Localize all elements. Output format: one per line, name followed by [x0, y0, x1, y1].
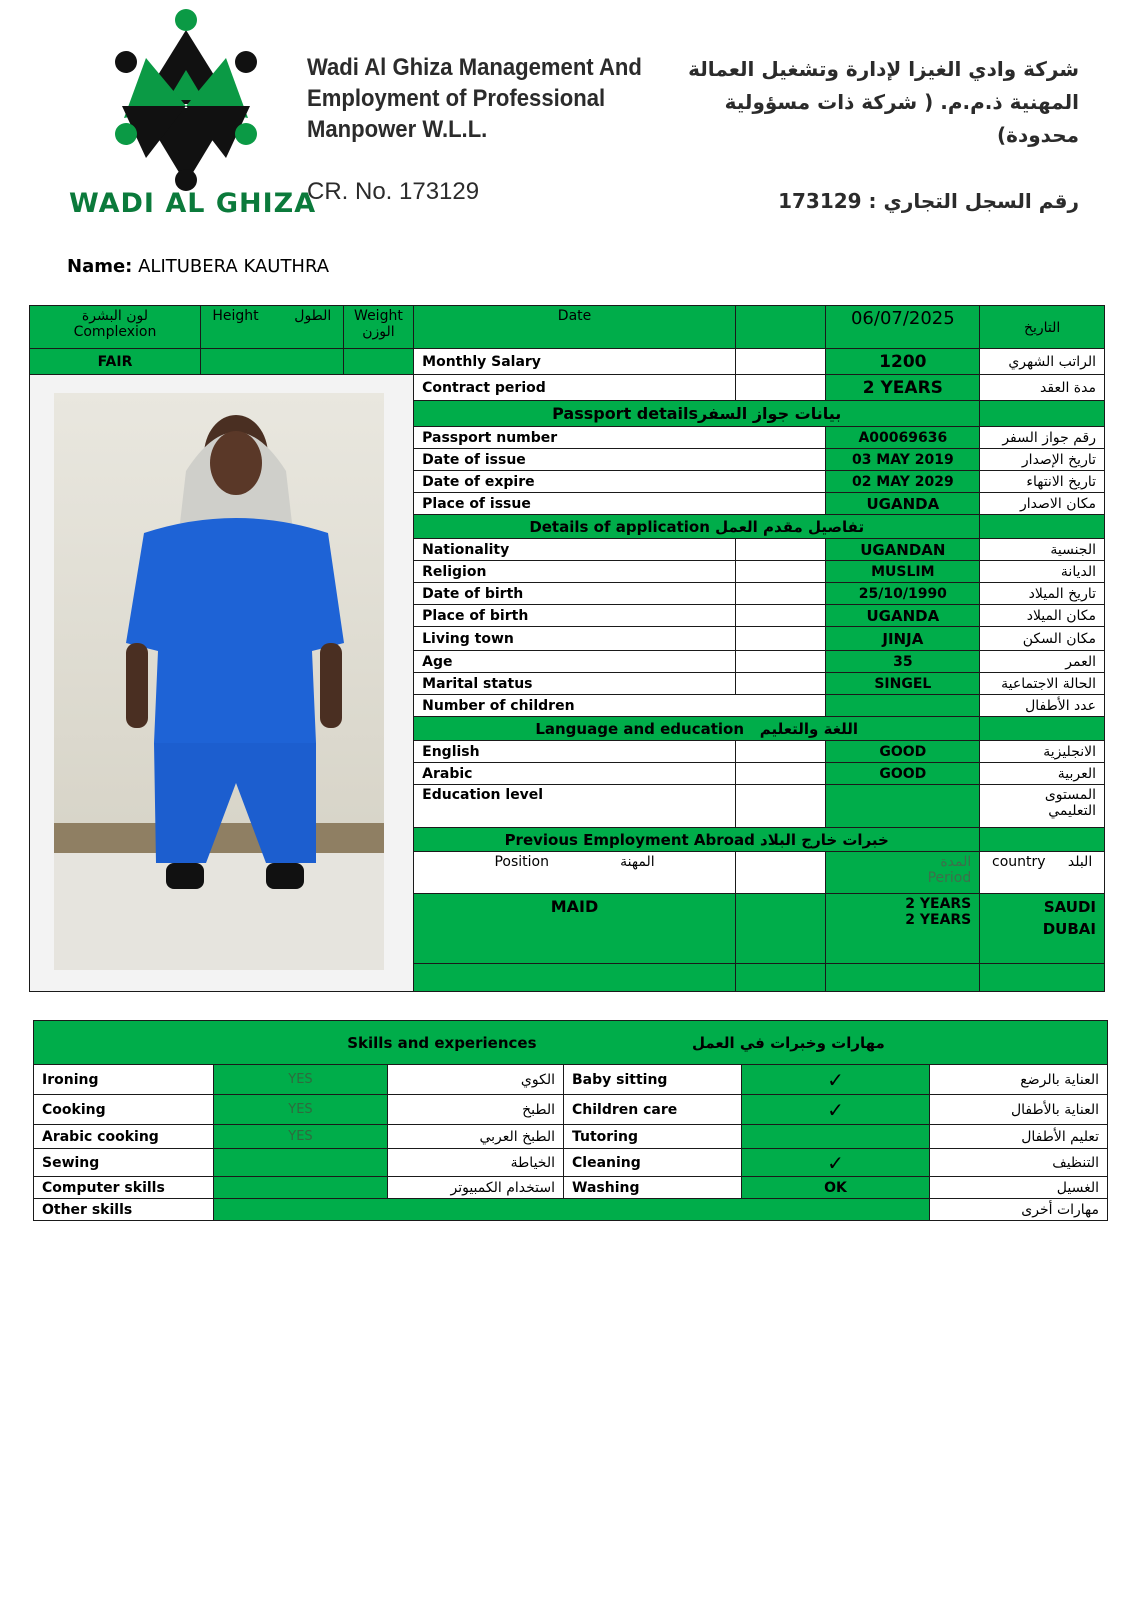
logo-star-icon — [106, 8, 266, 192]
complexion-label-en: Complexion — [73, 324, 157, 340]
blank-cell — [735, 673, 826, 695]
passport-section-title — [414, 401, 980, 427]
skill-computer-label: Computer skills — [34, 1177, 214, 1199]
weight-value — [343, 349, 413, 375]
candidate-name: ALITUBERA KAUTHRA — [138, 256, 330, 277]
logo-wordmark: WADI AL GHIZA — [69, 188, 317, 219]
skill-computer-label-ar: استخدام الكمبيوتر — [388, 1177, 564, 1199]
living-town-label-ar: مكان السكن — [980, 627, 1105, 651]
birth-date-label: Date of birth — [414, 583, 736, 605]
cr-number-en: CR. No. 173129 — [307, 178, 480, 205]
english-label: English — [414, 741, 736, 763]
skills-table — [33, 1020, 1108, 1221]
company-name-en-line: Manpower W.L.L. — [307, 116, 488, 143]
language-section-title — [414, 717, 980, 741]
passport-number-value: A00069636 — [826, 427, 980, 449]
issue-date-label-ar: تاريخ الإصدار — [980, 449, 1105, 471]
candidate-photo-illustration — [54, 393, 384, 970]
other-skills-label: Other skills — [34, 1199, 214, 1221]
passport-number-label: Passport number — [414, 427, 826, 449]
period-header — [826, 852, 980, 894]
complexion-header — [30, 306, 201, 349]
blank-cell — [826, 964, 980, 992]
education-label-ar-line: المستوى — [1044, 787, 1096, 803]
birth-date-value: 25/10/1990 — [826, 583, 980, 605]
blank-cell — [735, 627, 826, 651]
skill-arabic-cooking-label-ar: الطبخ العربي — [388, 1125, 564, 1149]
expire-date-label-ar: تاريخ الانتهاء — [980, 471, 1105, 493]
company-name-ar — [679, 53, 1079, 152]
company-name-en — [307, 52, 642, 145]
arabic-label-ar: العربية — [980, 763, 1105, 785]
other-skills-label-ar: مهارات أخرى — [930, 1199, 1108, 1221]
position-label-ar: المهنة — [620, 854, 655, 870]
language-title-en: Language and education — [535, 719, 745, 738]
skill-tutoring-value — [742, 1125, 930, 1149]
skill-ironing-label-ar: الكوي — [388, 1065, 564, 1095]
skill-sewing-label-ar: الخياطة — [388, 1149, 564, 1177]
skill-arabic-cooking-label: Arabic cooking — [34, 1125, 214, 1149]
complexion-label-ar: لون البشرة — [81, 308, 149, 324]
weight-label-ar: الوزن — [362, 324, 395, 340]
country-label-ar: البلد — [1067, 854, 1093, 870]
skill-baby-sitting-label-ar: العناية بالرضع — [930, 1065, 1108, 1095]
blank-cell — [735, 349, 826, 375]
issue-date-label: Date of issue — [414, 449, 826, 471]
employment-country-value: SAUDI — [1043, 898, 1096, 916]
skill-arabic-cooking-value: YES — [214, 1125, 388, 1149]
skill-baby-sitting-check-icon: ✓ — [742, 1065, 930, 1095]
passport-title-en: Passport details — [552, 404, 699, 423]
position-header — [414, 852, 736, 894]
employment-country-value: DUBAI — [1042, 920, 1096, 938]
period-label-en: Period — [927, 870, 972, 886]
blank-cell — [735, 651, 826, 673]
skill-ironing-label: Ironing — [34, 1065, 214, 1095]
employment-section-title — [414, 828, 980, 852]
skill-cooking-label-ar: الطبخ — [388, 1095, 564, 1125]
expire-date-value: 02 MAY 2029 — [826, 471, 980, 493]
skill-tutoring-label: Tutoring — [564, 1125, 742, 1149]
company-name-ar-line: محدودة) — [997, 123, 1079, 147]
blank-cell — [735, 605, 826, 627]
skill-cooking-label: Cooking — [34, 1095, 214, 1125]
skill-sewing-label: Sewing — [34, 1149, 214, 1177]
employment-title-ar: خبرات خارج البلاد — [760, 830, 889, 849]
contract-label: Contract period — [414, 375, 736, 401]
children-label-ar: عدد الأطفال — [980, 695, 1105, 717]
application-title-en: Details of application — [529, 517, 710, 536]
religion-label: Religion — [414, 561, 736, 583]
issue-place-label-ar: مكان الاصدار — [980, 493, 1105, 515]
employment-period-value: 2 YEARS — [905, 896, 972, 912]
age-label: Age — [414, 651, 736, 673]
contract-value: 2 YEARS — [826, 375, 980, 401]
age-label-ar: العمر — [980, 651, 1105, 673]
other-skills-value — [214, 1199, 930, 1221]
height-header — [200, 306, 343, 349]
height-value — [200, 349, 343, 375]
skill-washing-value: OK — [742, 1177, 930, 1199]
education-value — [826, 785, 980, 828]
contract-label-ar: مدة العقد — [980, 375, 1105, 401]
company-name-ar-line: المهنية ذ.م.م. ( شركة ذات مسؤولية — [724, 90, 1079, 114]
candidate-name-line — [67, 256, 329, 277]
blank-cell — [735, 561, 826, 583]
weight-header — [343, 306, 413, 349]
salary-label: Monthly Salary — [414, 349, 736, 375]
skill-washing-label: Washing — [564, 1177, 742, 1199]
weight-label-en: Weight — [354, 308, 403, 324]
birth-place-value: UGANDA — [826, 605, 980, 627]
skills-title-en: Skills and experiences — [347, 1033, 537, 1052]
company-name-en-line: Employment of Professional — [307, 85, 606, 112]
date-value: 06/07/2025 — [826, 306, 980, 349]
arabic-label: Arabic — [414, 763, 736, 785]
age-value: 35 — [826, 651, 980, 673]
skill-cleaning-label-ar: التنظيف — [930, 1149, 1108, 1177]
candidate-photo — [54, 393, 384, 970]
skill-ironing-value: YES — [214, 1065, 388, 1095]
skill-baby-sitting-label: Baby sitting — [564, 1065, 742, 1095]
birth-place-label: Place of birth — [414, 605, 736, 627]
date-label-en: Date — [414, 306, 736, 349]
company-name-en-line: Wadi Al Ghiza Management And — [307, 54, 642, 81]
name-label: Name: — [67, 256, 133, 277]
religion-label-ar: الديانة — [980, 561, 1105, 583]
issue-place-label: Place of issue — [414, 493, 826, 515]
passport-number-label-ar: رقم جواز السفر — [980, 427, 1105, 449]
candidate-details-table — [29, 305, 1105, 992]
blank-cell — [735, 852, 826, 894]
blank-cell — [980, 828, 1105, 852]
children-value — [826, 695, 980, 717]
blank-cell — [735, 964, 826, 992]
blank-cell — [735, 306, 826, 349]
employment-periods — [826, 894, 980, 964]
skill-tutoring-label-ar: تعليم الأطفال — [930, 1125, 1108, 1149]
blank-cell — [980, 401, 1105, 427]
salary-label-ar: الراتب الشهري — [980, 349, 1105, 375]
skill-children-care-label-ar: العناية بالأطفال — [930, 1095, 1108, 1125]
skill-washing-label-ar: الغسيل — [930, 1177, 1108, 1199]
blank-cell — [980, 964, 1105, 992]
blank-cell — [735, 785, 826, 828]
skill-cleaning-label: Cleaning — [564, 1149, 742, 1177]
religion-value: MUSLIM — [826, 561, 980, 583]
salary-value: 1200 — [826, 349, 980, 375]
living-town-value: JINJA — [826, 627, 980, 651]
employment-countries — [980, 894, 1105, 964]
blank-cell — [735, 741, 826, 763]
country-header — [980, 852, 1105, 894]
blank-cell — [735, 375, 826, 401]
issue-place-value: UGANDA — [826, 493, 980, 515]
nationality-label-ar: الجنسية — [980, 539, 1105, 561]
country-label-en: country — [992, 854, 1046, 870]
blank-cell — [735, 539, 826, 561]
skill-computer-value — [214, 1177, 388, 1199]
application-title-ar: تفاصيل مقدم العمل — [715, 517, 865, 536]
issue-date-value: 03 MAY 2019 — [826, 449, 980, 471]
marital-status-value: SINGEL — [826, 673, 980, 695]
birth-place-label-ar: مكان الميلاد — [980, 605, 1105, 627]
children-label: Number of children — [414, 695, 826, 717]
living-town-label: Living town — [414, 627, 736, 651]
education-label: Education level — [414, 785, 736, 828]
expire-date-label: Date of expire — [414, 471, 826, 493]
employment-period-value: 2 YEARS — [905, 912, 972, 928]
marital-status-label: Marital status — [414, 673, 736, 695]
company-logo — [106, 8, 266, 192]
education-label-ar — [980, 785, 1105, 828]
period-label-ar: المدة — [940, 854, 972, 870]
skills-title-ar: مهارات وخبرات في العمل — [691, 1033, 885, 1052]
application-section-title — [414, 515, 980, 539]
employment-position-value: MAID — [414, 894, 736, 964]
nationality-label: Nationality — [414, 539, 736, 561]
language-title-ar: اللغة والتعليم — [759, 719, 859, 738]
employment-title-en: Previous Employment Abroad — [504, 830, 755, 849]
blank-cell — [735, 763, 826, 785]
marital-status-label-ar: الحالة الاجتماعية — [980, 673, 1105, 695]
blank-cell — [735, 894, 826, 964]
english-value: GOOD — [826, 741, 980, 763]
blank-cell — [735, 583, 826, 605]
skill-cooking-value: YES — [214, 1095, 388, 1125]
arabic-value: GOOD — [826, 763, 980, 785]
blank-cell — [980, 515, 1105, 539]
skills-section-title — [34, 1021, 1108, 1065]
education-label-ar-line: التعليمي — [1048, 803, 1096, 819]
passport-title-ar: بيانات جواز السفر — [698, 404, 842, 423]
complexion-value: FAIR — [30, 349, 201, 375]
nationality-value: UGANDAN — [826, 539, 980, 561]
skill-children-care-label: Children care — [564, 1095, 742, 1125]
cr-number-ar: رقم السجل التجاري : 173129 — [778, 189, 1079, 213]
skill-sewing-value — [214, 1149, 388, 1177]
position-label-en: Position — [494, 854, 549, 870]
height-label-en: Height — [212, 308, 259, 324]
photo-cell — [30, 375, 414, 992]
blank-cell — [414, 964, 736, 992]
english-label-ar: الانجليزية — [980, 741, 1105, 763]
height-label-ar: الطول — [294, 308, 332, 324]
company-name-ar-line: شركة وادي الغيزا لإدارة وتشغيل العمالة — [688, 57, 1079, 81]
birth-date-label-ar: تاريخ الميلاد — [980, 583, 1105, 605]
skill-children-care-check-icon: ✓ — [742, 1095, 930, 1125]
skill-cleaning-check-icon: ✓ — [742, 1149, 930, 1177]
date-label-ar: التاريخ — [980, 306, 1105, 349]
blank-cell — [980, 717, 1105, 741]
